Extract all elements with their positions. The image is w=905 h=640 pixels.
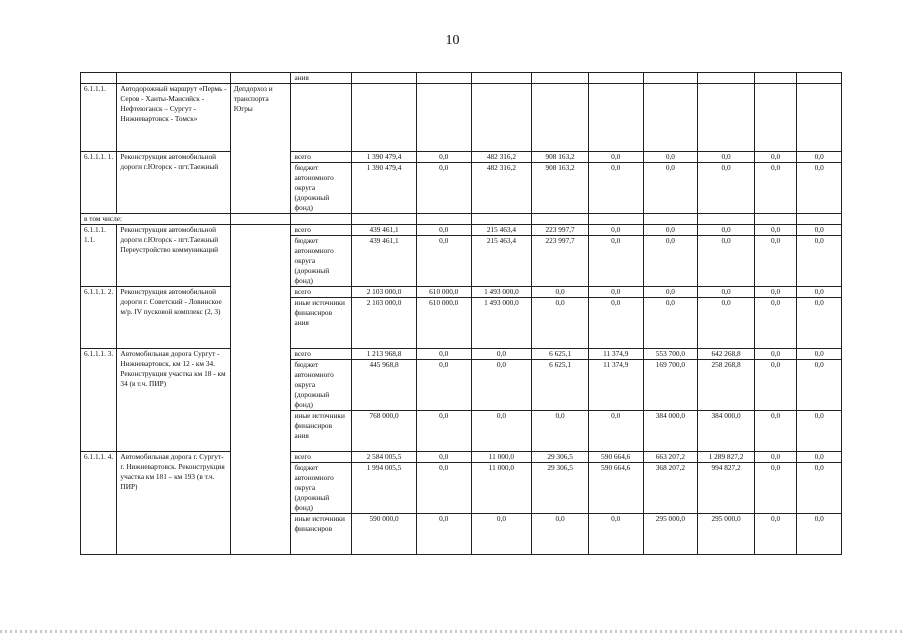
value-cell: 1 994 005,5: [352, 463, 417, 514]
value-cell: 6 625,1: [532, 360, 589, 411]
value-cell: 215 463,4: [471, 225, 532, 236]
table-row: [81, 84, 842, 152]
source-cell: всего: [291, 225, 352, 236]
subtotal-label: в том числе:: [81, 214, 231, 225]
source-cell: [291, 214, 352, 225]
value-cell: [416, 84, 471, 152]
value-cell: 11 000,0: [471, 452, 532, 463]
value-cell: 0,0: [754, 452, 797, 463]
value-cell: 0,0: [532, 287, 589, 298]
value-cell: 0,0: [754, 236, 797, 287]
value-cell: 590 000,0: [352, 514, 417, 555]
table-row: [81, 349, 842, 360]
code-cell: 6.1.1.1. 1.: [81, 152, 117, 214]
value-cell: 0,0: [754, 163, 797, 214]
value-cell: [754, 73, 797, 84]
source-cell: бюджет автономного округа (дорожный фонд): [291, 360, 352, 411]
value-cell: 11 374,9: [588, 349, 643, 360]
value-cell: [532, 214, 589, 225]
name-cell: Автодорожный маршрут «Пермь - Серов - Ханты-Мансийск - Нефтеюганск – Сургут - Нижневартовск - Томск»: [117, 84, 230, 152]
value-cell: 0,0: [643, 152, 698, 163]
value-cell: 1 493 000,0: [471, 298, 532, 349]
value-cell: 368 207,2: [643, 463, 698, 514]
value-cell: 0,0: [797, 452, 842, 463]
value-cell: 0,0: [532, 514, 589, 555]
value-cell: [754, 84, 797, 152]
table-body: [81, 73, 842, 555]
value-cell: 610 000,0: [416, 287, 471, 298]
value-cell: 0,0: [588, 152, 643, 163]
code-cell: [81, 73, 117, 84]
name-cell: Автомобильная дорога Сургут - Нижневартовск, км 12 - км 34. Реконструкция участка км 18 - км 34 (в т.ч. ПИР): [117, 349, 230, 452]
value-cell: [698, 214, 755, 225]
value-cell: 0,0: [532, 411, 589, 452]
value-cell: 0,0: [471, 411, 532, 452]
value-cell: 11 000,0: [471, 463, 532, 514]
value-cell: 0,0: [416, 163, 471, 214]
source-cell: иные источники финансиров ания: [291, 298, 352, 349]
source-cell: иные источники финансиров ания: [291, 411, 352, 452]
executor-cell: [230, 214, 291, 225]
value-cell: 0,0: [754, 360, 797, 411]
value-cell: 590 664,6: [588, 452, 643, 463]
value-cell: 0,0: [698, 225, 755, 236]
funding-table: [80, 72, 842, 555]
value-cell: 0,0: [754, 349, 797, 360]
value-cell: 0,0: [797, 225, 842, 236]
value-cell: 295 000,0: [643, 514, 698, 555]
source-cell: ания: [291, 73, 352, 84]
value-cell: [754, 214, 797, 225]
value-cell: [352, 73, 417, 84]
code-cell: 6.1.1.1. 4.: [81, 452, 117, 555]
value-cell: 908 163,2: [532, 163, 589, 214]
value-cell: 610 000,0: [416, 298, 471, 349]
value-cell: 0,0: [797, 163, 842, 214]
value-cell: 0,0: [416, 463, 471, 514]
value-cell: 0,0: [698, 163, 755, 214]
value-cell: 223 997,7: [532, 225, 589, 236]
value-cell: 0,0: [698, 287, 755, 298]
value-cell: 0,0: [471, 514, 532, 555]
source-cell: [291, 84, 352, 152]
value-cell: [532, 73, 589, 84]
value-cell: 0,0: [797, 349, 842, 360]
value-cell: [471, 73, 532, 84]
value-cell: 29 306,5: [532, 463, 589, 514]
source-cell: всего: [291, 287, 352, 298]
value-cell: 642 268,8: [698, 349, 755, 360]
value-cell: 0,0: [588, 236, 643, 287]
value-cell: 295 000,0: [698, 514, 755, 555]
value-cell: 0,0: [643, 298, 698, 349]
value-cell: [588, 214, 643, 225]
value-cell: 482 316,2: [471, 152, 532, 163]
source-cell: бюджет автономного округа (дорожный фонд): [291, 463, 352, 514]
value-cell: 0,0: [416, 152, 471, 163]
value-cell: [643, 84, 698, 152]
value-cell: 908 163,2: [532, 152, 589, 163]
value-cell: 0,0: [416, 236, 471, 287]
value-cell: 0,0: [797, 287, 842, 298]
code-cell: 6.1.1.1. 1.1.: [81, 225, 117, 287]
value-cell: 1 213 968,8: [352, 349, 417, 360]
value-cell: 2 103 000,0: [352, 298, 417, 349]
value-cell: 258 268,8: [698, 360, 755, 411]
value-cell: 0,0: [754, 225, 797, 236]
name-cell: Реконструкция автомобильной дороги г.Югорск - пгт.Таежный: [117, 152, 230, 214]
value-cell: 0,0: [754, 411, 797, 452]
value-cell: [471, 214, 532, 225]
value-cell: 1 390 479,4: [352, 163, 417, 214]
value-cell: 0,0: [416, 452, 471, 463]
value-cell: 0,0: [588, 514, 643, 555]
value-cell: 0,0: [416, 360, 471, 411]
value-cell: [588, 73, 643, 84]
value-cell: 384 000,0: [698, 411, 755, 452]
value-cell: [643, 73, 698, 84]
value-cell: 0,0: [754, 514, 797, 555]
name-cell: Автомобильная дорога г. Сургут-г. Нижневартовск. Реконструкция участка км 181 – км 193 (в т.ч. ПИР): [117, 452, 230, 555]
source-cell: всего: [291, 349, 352, 360]
value-cell: 0,0: [643, 225, 698, 236]
table-row: [81, 287, 842, 298]
value-cell: 482 316,2: [471, 163, 532, 214]
source-cell: иные источники финансиров: [291, 514, 352, 555]
value-cell: 0,0: [797, 236, 842, 287]
source-cell: всего: [291, 452, 352, 463]
value-cell: 2 103 000,0: [352, 287, 417, 298]
value-cell: 0,0: [754, 463, 797, 514]
value-cell: 11 374,9: [588, 360, 643, 411]
value-cell: 590 664,6: [588, 463, 643, 514]
value-cell: 223 997,7: [532, 236, 589, 287]
value-cell: 0,0: [754, 287, 797, 298]
value-cell: [643, 214, 698, 225]
value-cell: 0,0: [698, 236, 755, 287]
value-cell: [698, 84, 755, 152]
value-cell: [416, 214, 471, 225]
name-cell: [117, 73, 230, 84]
value-cell: 0,0: [588, 411, 643, 452]
value-cell: [698, 73, 755, 84]
value-cell: 0,0: [643, 287, 698, 298]
value-cell: 439 461,1: [352, 225, 417, 236]
value-cell: 384 000,0: [643, 411, 698, 452]
scan-edge-noise: [0, 630, 905, 633]
value-cell: 169 700,0: [643, 360, 698, 411]
value-cell: 0,0: [754, 298, 797, 349]
name-cell: Реконструкция автомобильной дороги г.Югорск - пгт.Таежный Переустройство коммуникаций: [117, 225, 230, 287]
value-cell: 0,0: [797, 463, 842, 514]
table-row: [81, 152, 842, 163]
value-cell: [588, 84, 643, 152]
value-cell: 0,0: [754, 152, 797, 163]
value-cell: 29 306,5: [532, 452, 589, 463]
value-cell: [797, 73, 842, 84]
value-cell: [797, 84, 842, 152]
value-cell: 1 289 827,2: [698, 452, 755, 463]
value-cell: 215 463,4: [471, 236, 532, 287]
value-cell: 0,0: [588, 287, 643, 298]
value-cell: 439 461,1: [352, 236, 417, 287]
value-cell: [532, 84, 589, 152]
table-row: [81, 214, 842, 225]
value-cell: 0,0: [416, 411, 471, 452]
value-cell: 553 700,0: [643, 349, 698, 360]
source-cell: всего: [291, 152, 352, 163]
value-cell: 6 625,1: [532, 349, 589, 360]
source-cell: бюджет автономного округа (дорожный фонд): [291, 163, 352, 214]
value-cell: 994 827,2: [698, 463, 755, 514]
code-cell: 6.1.1.1. 3.: [81, 349, 117, 452]
source-cell: бюджет автономного округа (дорожный фонд): [291, 236, 352, 287]
value-cell: 0,0: [416, 514, 471, 555]
value-cell: 0,0: [643, 163, 698, 214]
value-cell: 0,0: [416, 225, 471, 236]
name-cell: Реконструкция автомобильной дороги г. Советский - Ловинское м/р. IV пусковой комплекс (2, 3): [117, 287, 230, 349]
value-cell: 0,0: [588, 163, 643, 214]
value-cell: 0,0: [797, 152, 842, 163]
value-cell: 0,0: [797, 411, 842, 452]
value-cell: 0,0: [698, 152, 755, 163]
value-cell: 0,0: [471, 349, 532, 360]
value-cell: [352, 84, 417, 152]
value-cell: [352, 214, 417, 225]
value-cell: 663 207,2: [643, 452, 698, 463]
table-row: [81, 225, 842, 236]
value-cell: 0,0: [532, 298, 589, 349]
executor-cell: [230, 73, 291, 84]
value-cell: 0,0: [698, 298, 755, 349]
value-cell: [416, 73, 471, 84]
value-cell: 0,0: [471, 360, 532, 411]
value-cell: 0,0: [588, 225, 643, 236]
page-number: 10: [445, 33, 460, 48]
value-cell: 0,0: [797, 298, 842, 349]
executor-cell: Депдорхоз и транспорта Югры: [230, 84, 291, 214]
value-cell: 0,0: [797, 360, 842, 411]
value-cell: 0,0: [797, 514, 842, 555]
code-cell: 6.1.1.1. 2.: [81, 287, 117, 349]
table-row: [81, 452, 842, 463]
value-cell: [797, 214, 842, 225]
value-cell: 0,0: [588, 298, 643, 349]
table-row: [81, 73, 842, 84]
value-cell: 1 493 000,0: [471, 287, 532, 298]
value-cell: 0,0: [643, 236, 698, 287]
code-cell: 6.1.1.1.: [81, 84, 117, 152]
value-cell: 445 968,8: [352, 360, 417, 411]
value-cell: [471, 84, 532, 152]
executor-cell: [230, 225, 291, 555]
value-cell: 2 584 005,5: [352, 452, 417, 463]
value-cell: 1 390 479,4: [352, 152, 417, 163]
value-cell: 0,0: [416, 349, 471, 360]
value-cell: 768 000,0: [352, 411, 417, 452]
